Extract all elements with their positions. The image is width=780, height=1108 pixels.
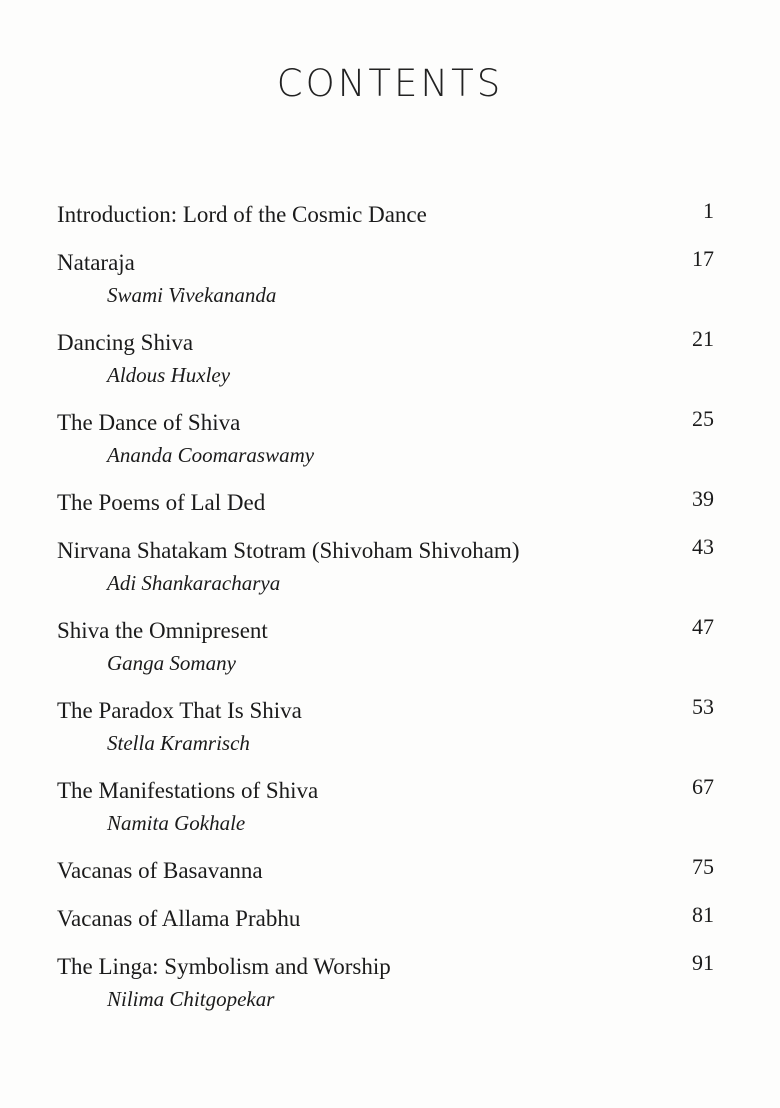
entry-author: Ananda Coomaraswamy bbox=[107, 443, 315, 467]
toc-entry bbox=[57, 903, 717, 935]
entry-title: The Linga: Symbolism and Worship bbox=[57, 954, 391, 979]
entry-title: Shiva the Omnipresent bbox=[57, 618, 268, 643]
entry-title: The Paradox That Is Shiva bbox=[57, 698, 302, 723]
toc-entry bbox=[57, 855, 717, 887]
entry-author: Adi Shankaracharya bbox=[107, 571, 281, 595]
toc-entry bbox=[57, 487, 717, 519]
entry-page-number: 1 bbox=[703, 198, 714, 223]
toc-entry bbox=[57, 407, 717, 471]
entry-author: Aldous Huxley bbox=[107, 363, 231, 387]
toc-entry bbox=[57, 535, 717, 599]
entry-title: Vacanas of Allama Prabhu bbox=[57, 906, 301, 931]
toc-entry bbox=[57, 775, 717, 839]
entry-title: Nirvana Shatakam Stotram (Shivoham Shivoham) bbox=[57, 538, 520, 563]
entry-title: The Poems of Lal Ded bbox=[57, 490, 266, 515]
entry-page-number: 43 bbox=[692, 534, 714, 559]
toc-entry bbox=[57, 695, 717, 759]
entry-page-number: 75 bbox=[692, 854, 714, 879]
toc-entry bbox=[57, 327, 717, 391]
toc-entry bbox=[57, 951, 717, 1015]
entry-author: Swami Vivekananda bbox=[107, 283, 277, 307]
entry-page-number: 21 bbox=[692, 326, 714, 351]
entry-page-number: 47 bbox=[692, 614, 714, 639]
table-of-contents bbox=[57, 199, 717, 1031]
entry-page-number: 53 bbox=[692, 694, 714, 719]
entry-page-number: 17 bbox=[692, 246, 714, 271]
entry-page-number: 67 bbox=[692, 774, 714, 799]
entry-author: Namita Gokhale bbox=[107, 811, 246, 835]
entry-page-number: 91 bbox=[692, 950, 714, 975]
entry-author: Nilima Chitgopekar bbox=[107, 987, 275, 1011]
page-title: CONTENTS bbox=[276, 62, 504, 105]
entry-page-number: 25 bbox=[692, 406, 714, 431]
entry-title: The Dance of Shiva bbox=[57, 410, 241, 435]
entry-page-number: 39 bbox=[692, 486, 714, 511]
entry-title: Introduction: Lord of the Cosmic Dance bbox=[57, 202, 427, 227]
entry-title: Nataraja bbox=[57, 250, 135, 275]
toc-entry bbox=[57, 247, 717, 311]
toc-entry bbox=[57, 615, 717, 679]
entry-page-number: 81 bbox=[692, 902, 714, 927]
entry-title: Dancing Shiva bbox=[57, 330, 194, 355]
entry-author: Stella Kramrisch bbox=[107, 731, 250, 755]
entry-title: Vacanas of Basavanna bbox=[57, 858, 263, 883]
entry-title: The Manifestations of Shiva bbox=[57, 778, 319, 803]
toc-entry bbox=[57, 199, 717, 231]
entry-author: Ganga Somany bbox=[107, 651, 236, 675]
